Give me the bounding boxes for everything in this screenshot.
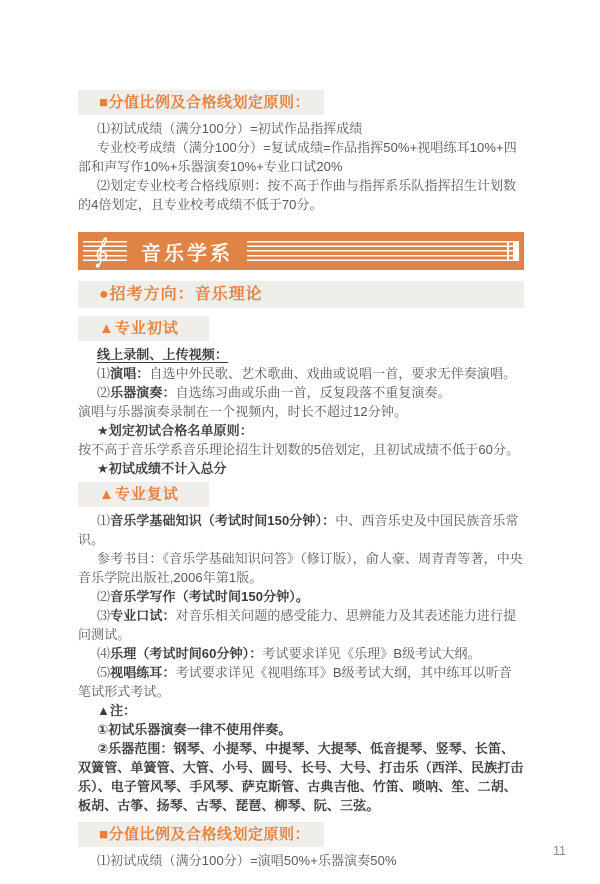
staff-lines-left — [83, 241, 127, 261]
final-barline-thick-icon — [513, 241, 519, 261]
top-section-body — [78, 119, 524, 214]
subsection-header-preliminary-exam: ▲专业初试 — [78, 316, 209, 341]
page-content — [78, 0, 524, 870]
text-line: ★初试成绩不计入总分 — [97, 461, 227, 476]
text-line: ②乐器范围：钢琴、小提琴、中提琴、大提琴、低音提琴、竖琴、长笛、双簧管、单簧管、大管、小号、圆号、长号、大号、打击乐（西洋、民族打击乐）、电子管风琴、手风琴、萨克斯管、古典吉他、竹笛、唢呐、笙、二胡、板胡、古筝、扬琴、古琴、琵琶、柳琴、阮、三弦。 — [78, 741, 524, 813]
text-line: ⑸视唱练耳：考试要求详见《视唱练耳》B级考试大纲，其中练耳以听音笔试形式考试。 — [78, 665, 512, 699]
subsection-header-final-exam: ▲专业复试 — [78, 482, 209, 507]
section-header-score-principles-bottom: ■分值比例及合格线划定原则： — [78, 822, 324, 847]
final-barline-thin-icon — [507, 241, 509, 261]
direction-header-music-theory: ●招考方向：音乐理论 — [78, 281, 524, 308]
text-line: 按不高于音乐学系音乐理论招生计划数的5倍划定，且初试成绩不低于60分。 — [78, 442, 520, 457]
page-number: 11 — [553, 844, 566, 858]
text-line: ⑶专业口试：对音乐相关问题的感受能力、思辨能力及其表述能力进行提问测试。 — [78, 608, 517, 642]
text-line: ⑴初试成绩（满分100分）=演唱50%+乐器演奏50% — [97, 853, 397, 868]
section-header-score-principles-top: ■分值比例及合格线划定原则： — [78, 90, 324, 115]
text-line: ★划定初试合格名单原则： — [97, 423, 253, 438]
text-line: ⑷乐理（考试时间60分钟）：考试要求详见《乐理》B级考试大纲。 — [97, 646, 481, 661]
treble-clef-icon — [90, 232, 112, 270]
text-line: ⑵乐器演奏：自选练习曲或乐曲一首，反复段落不重复演奏。 — [97, 385, 451, 400]
text-line: 参考书目：《音乐学基础知识问答》（修订版），俞人豪、周青青等著，中央音乐学院出版社,2006年第1版。 — [78, 551, 523, 585]
music-department-banner — [78, 232, 524, 270]
final-exam-body — [78, 511, 524, 815]
department-title: 音乐学系 — [141, 242, 233, 265]
text-line: ⑵音乐学写作（考试时间150分钟）。 — [97, 589, 309, 604]
text-line: ⑴演唱：自选中外民歌、艺术歌曲、戏曲或说唱一首，要求无伴奏演唱。 — [97, 366, 517, 381]
text-line: ⑵划定专业校考合格线原则：按不高于作曲与指挥系乐队指挥招生计划数的4倍划定，且专业校考成绩不低于70分。 — [78, 178, 517, 212]
text-line: ⑴初试成绩（满分100分）=初试作品指挥成绩 — [97, 121, 363, 136]
text-line: 线上录制、上传视频： — [97, 347, 229, 362]
preliminary-exam-body — [78, 345, 524, 478]
text-line: ①初试乐器演奏一律不使用伴奏。 — [97, 722, 292, 737]
text-line: 专业校考成绩（满分100分）=复试成绩=作品指挥50%+视唱练耳10%+四部和声写作10%+乐器演奏10%+专业口试20% — [78, 140, 517, 174]
text-line: ⑴音乐学基础知识（考试时间150分钟）：中、西音乐史及中国民族音乐常识。 — [78, 513, 519, 547]
bottom-section-body — [78, 851, 524, 870]
text-line: 演唱与乐器演奏录制在一个视频内，时长不超过12分钟。 — [78, 404, 408, 419]
text-line: ▲注： — [97, 703, 137, 718]
staff-lines-right — [247, 241, 519, 261]
